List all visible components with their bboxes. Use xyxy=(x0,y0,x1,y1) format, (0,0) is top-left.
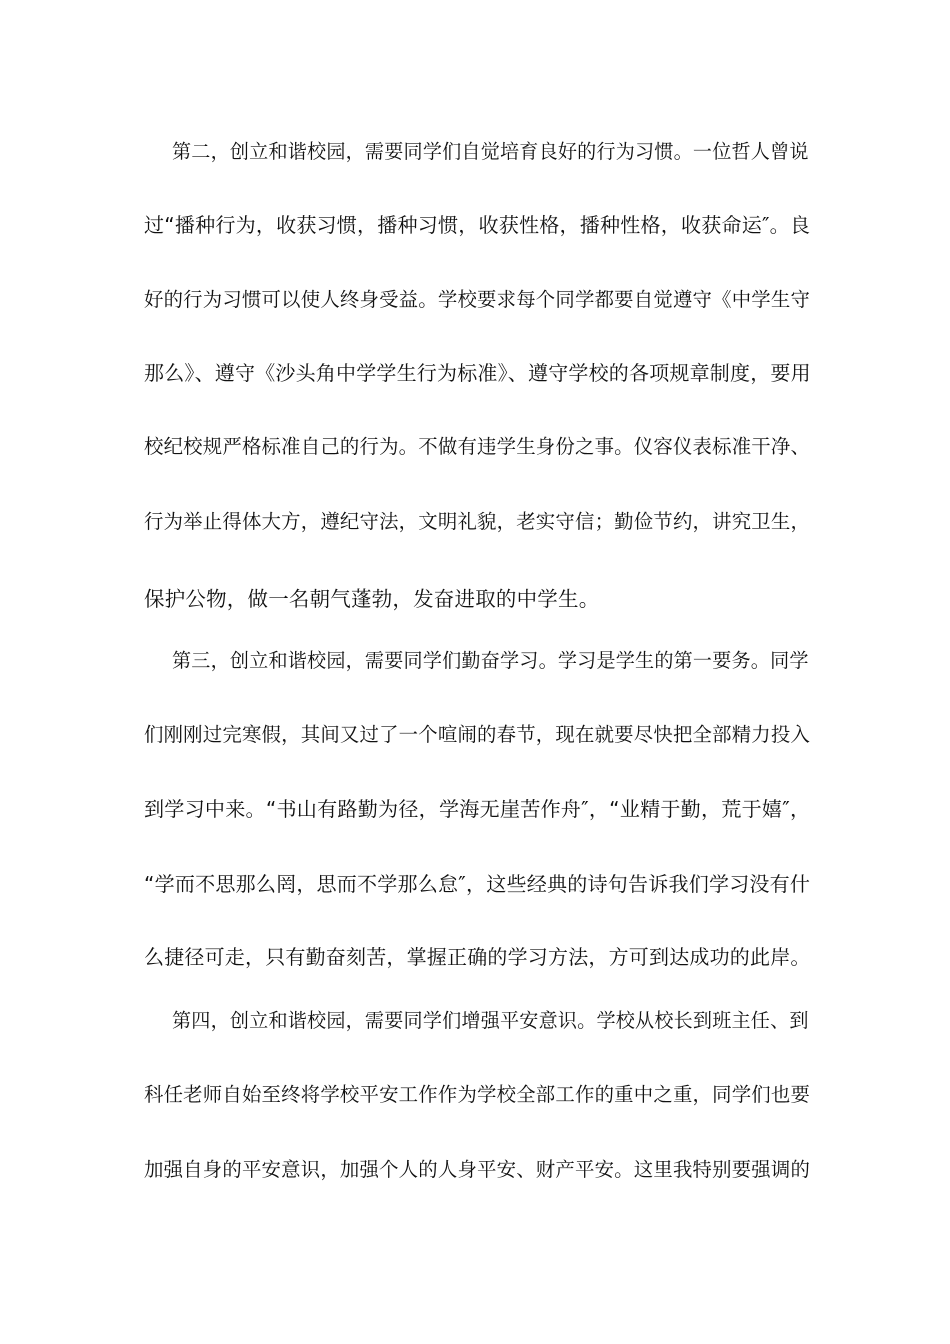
paragraph-3-line-1: 第三，创立和谐校园，需要同学们勤奋学习。学习是学生的第一要务。同学 xyxy=(172,649,809,672)
paragraph-2-line-7: 保护公物，做一名朝气蓬勃，发奋进取的中学生。 xyxy=(144,587,600,611)
paragraph-2-line-5: 校纪校规严格标准自己的行为。不做有违学生身份之事。仪容仪表标准干净、 xyxy=(144,435,811,458)
paragraph-2-line-6: 行为举止得体大方，遵纪守法，文明礼貌，老实守信；勤俭节约，讲究卫生， xyxy=(144,510,811,533)
paragraph-4-line-3: 加强自身的平安意识，加强个人的人身平安、财产平安。这里我特别要强调的 xyxy=(144,1158,811,1181)
paragraph-4-line-1: 第四，创立和谐校园，需要同学们增强平安意识。学校从校长到班主任、到 xyxy=(172,1009,809,1032)
paragraph-3-line-4: “学而不思那么罔，思而不学那么怠″，这些经典的诗句告诉我们学习没有什 xyxy=(144,872,811,896)
paragraph-2-line-3: 好的行为习惯可以使人终身受益。学校要求每个同学都要自觉遵守《中学生守 xyxy=(144,288,811,311)
paragraph-2-line-2: 过“播种行为，收获习惯，播种习惯，收获性格，播种性格，收获命运″。良 xyxy=(144,213,811,237)
paragraph-3-line-3: 到学习中来。“书山有路勤为径，学海无崖苦作舟″，“业精于勤，荒于嬉″， xyxy=(144,797,811,821)
paragraph-2-line-4: 那么》、遵守《沙头角中学学生行为标准》、遵守学校的各项规章制度，要用 xyxy=(144,361,811,385)
paragraph-3-line-2: 们刚刚过完寒假，其间又过了一个喧闹的春节，现在就要尽快把全部精力投入 xyxy=(144,723,811,746)
paragraph-2-line-1: 第二，创立和谐校园，需要同学们自觉培育良好的行为习惯。一位哲人曾说 xyxy=(172,140,809,163)
paragraph-3-line-5: 么捷径可走，只有勤奋刻苦，掌握正确的学习方法，方可到达成功的此岸。 xyxy=(144,945,811,969)
paragraph-4-line-2: 科任老师自始至终将学校平安工作作为学校全部工作的重中之重，同学们也要 xyxy=(144,1083,811,1106)
